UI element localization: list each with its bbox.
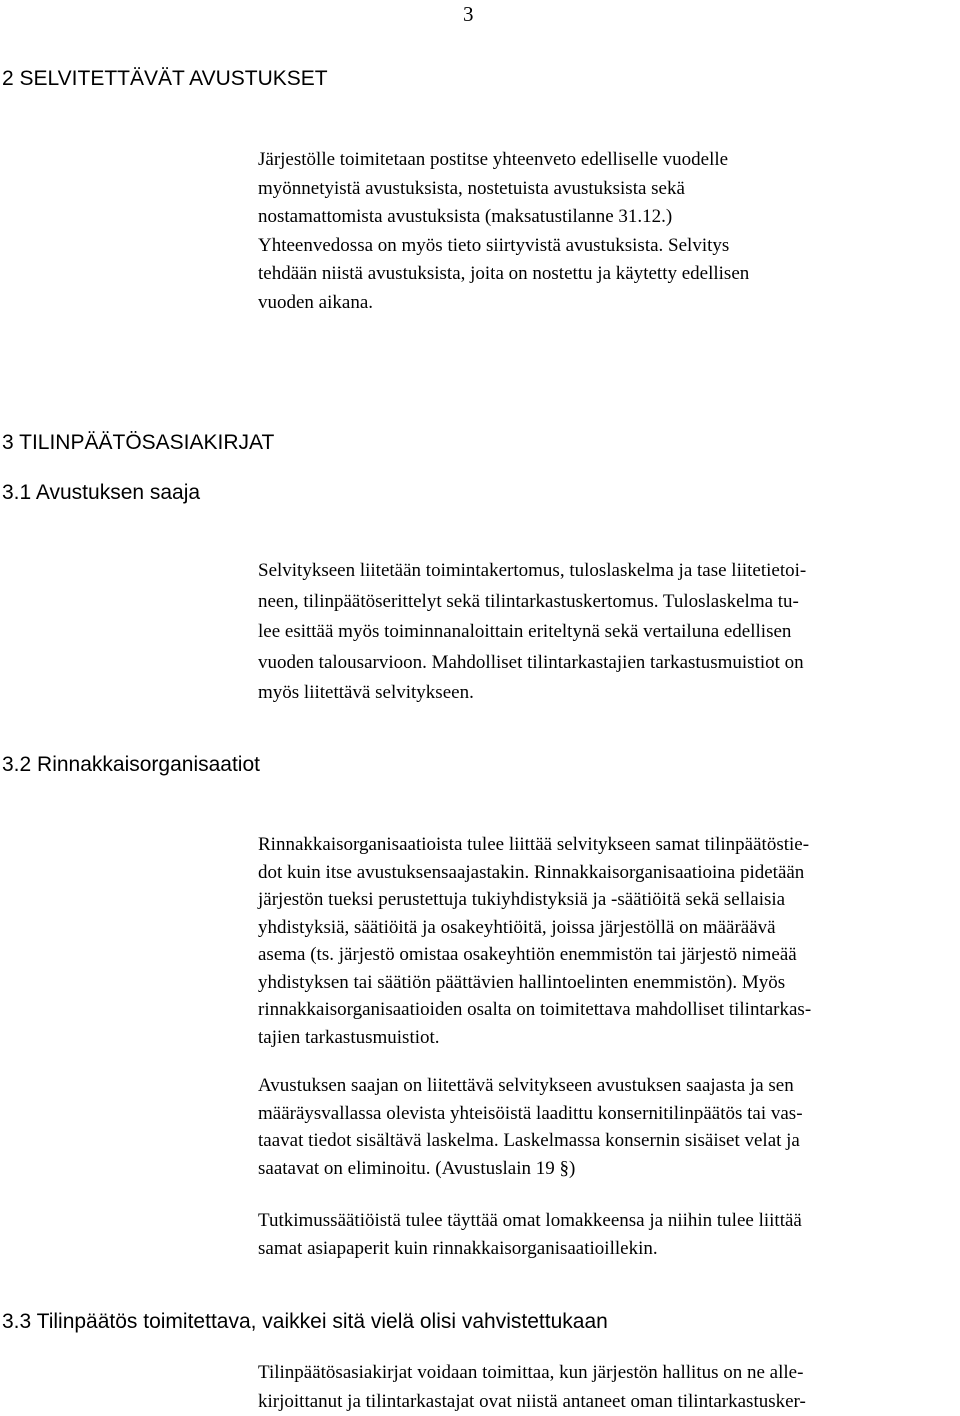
text-line: kirjoittanut ja tilintarkastajat ovat niistä antaneet oman tilintarkastusker- — [258, 1391, 806, 1412]
section-3-1-heading: 3.1 Avustuksen saaja — [2, 481, 201, 504]
section-3-heading: 3 TILINPÄÄTÖSASIAKIRJAT — [2, 431, 275, 454]
text-line: Järjestölle toimitetaan postitse yhteenveto edelliselle vuodelle — [258, 149, 729, 170]
text-line: samat asiapaperit kuin rinnakkaisorganisaatioillekin. — [258, 1237, 658, 1259]
text-line: rinnakkaisorganisaatioiden osalta on toimitettava mahdolliset tilintarkas- — [258, 999, 812, 1020]
section-3-2-paragraph-2 — [258, 1072, 958, 1182]
text-line: tajien tarkastusmuistiot. — [258, 1026, 440, 1048]
section-3-2-paragraph-1 — [258, 831, 958, 1051]
text-line: Tutkimussäätiöistä tulee täyttää omat lomakkeensa ja niihin tulee liittää — [258, 1210, 802, 1231]
page-number: 3 — [463, 2, 474, 26]
text-line: taavat tiedot sisältävä laskelma. Laskelmassa konsernin sisäiset velat ja — [258, 1130, 800, 1151]
section-3-2-heading: 3.2 Rinnakkaisorganisaatiot — [2, 753, 260, 776]
text-line: dot kuin itse avustuksensaajastakin. Rinnakkaisorganisaatioina pidetään — [258, 861, 805, 883]
text-line: Avustuksen saajan on liitettävä selvitykseen avustuksen saajasta ja sen — [258, 1075, 794, 1096]
text-line: vuoden talousarvioon. Mahdolliset tilintarkastajien tarkastusmuistiot on — [258, 651, 804, 673]
section-2-paragraph — [258, 146, 958, 318]
text-line: Rinnakkaisorganisaatioista tulee liittää selvitykseen samat tilinpäätöstie- — [258, 834, 810, 855]
section-3-2-paragraph-3 — [258, 1207, 958, 1262]
section-2-heading: 2 SELVITETTÄVÄT AVUSTUKSET — [2, 67, 328, 90]
text-line: saatavat on eliminoitu. (Avustuslain 19 §) — [258, 1157, 576, 1179]
section-3-1-paragraph — [258, 556, 958, 709]
text-line: Tilinpäätösasiakirjat voidaan toimittaa, kun järjestön hallitus on ne alle- — [258, 1362, 804, 1383]
text-line: nostamattomista avustuksista (maksatustilanne 31.12.) — [258, 206, 673, 228]
section-3-3-paragraph — [258, 1358, 958, 1416]
text-line: yhdistyksen tai säätiön päättävien hallintoelinten enemmistön). Myös — [258, 971, 786, 993]
text-line: vuoden aikana. — [258, 291, 374, 313]
text-line: myönnetyistä avustuksista, nostetuista avustuksista sekä — [258, 177, 685, 199]
text-line: asema (ts. järjestö omistaa osakeyhtiön enemmistön tai järjestö nimeää — [258, 944, 797, 965]
text-line: tehdään niistä avustuksista, joita on nostettu ja käytetty edellisen — [258, 263, 750, 285]
text-line: neen, tilinpäätöserittelyt sekä tilintarkastuskertomus. Tuloslaskelma tu- — [258, 590, 799, 612]
text-line: myös liitettävä selvitykseen. — [258, 682, 474, 703]
text-line: järjestön tueksi perustettuja tukiyhdistyksiä ja -säätiöitä sekä sellaisia — [258, 889, 786, 910]
text-line: Yhteenvedossa on myös tieto siirtyvistä avustuksista. Selvitys — [258, 234, 730, 256]
text-line: lee esittää myös toiminnanaloittain eriteltynä sekä vertailuna edellisen — [258, 621, 792, 642]
text-line: Selvitykseen liitetään toimintakertomus, tuloslaskelma ja tase liitetietoi- — [258, 560, 807, 581]
text-line: yhdistyksiä, säätiöitä ja osakeyhtiöitä, joissa järjestöllä on määräävä — [258, 916, 776, 938]
text-line: määräysvallassa olevista yhteisöistä laadittu konsernitilinpäätös tai vas- — [258, 1102, 803, 1124]
section-3-3-heading: 3.3 Tilinpäätös toimitettava, vaikkei sitä vielä olisi vahvistettukaan — [2, 1310, 608, 1333]
